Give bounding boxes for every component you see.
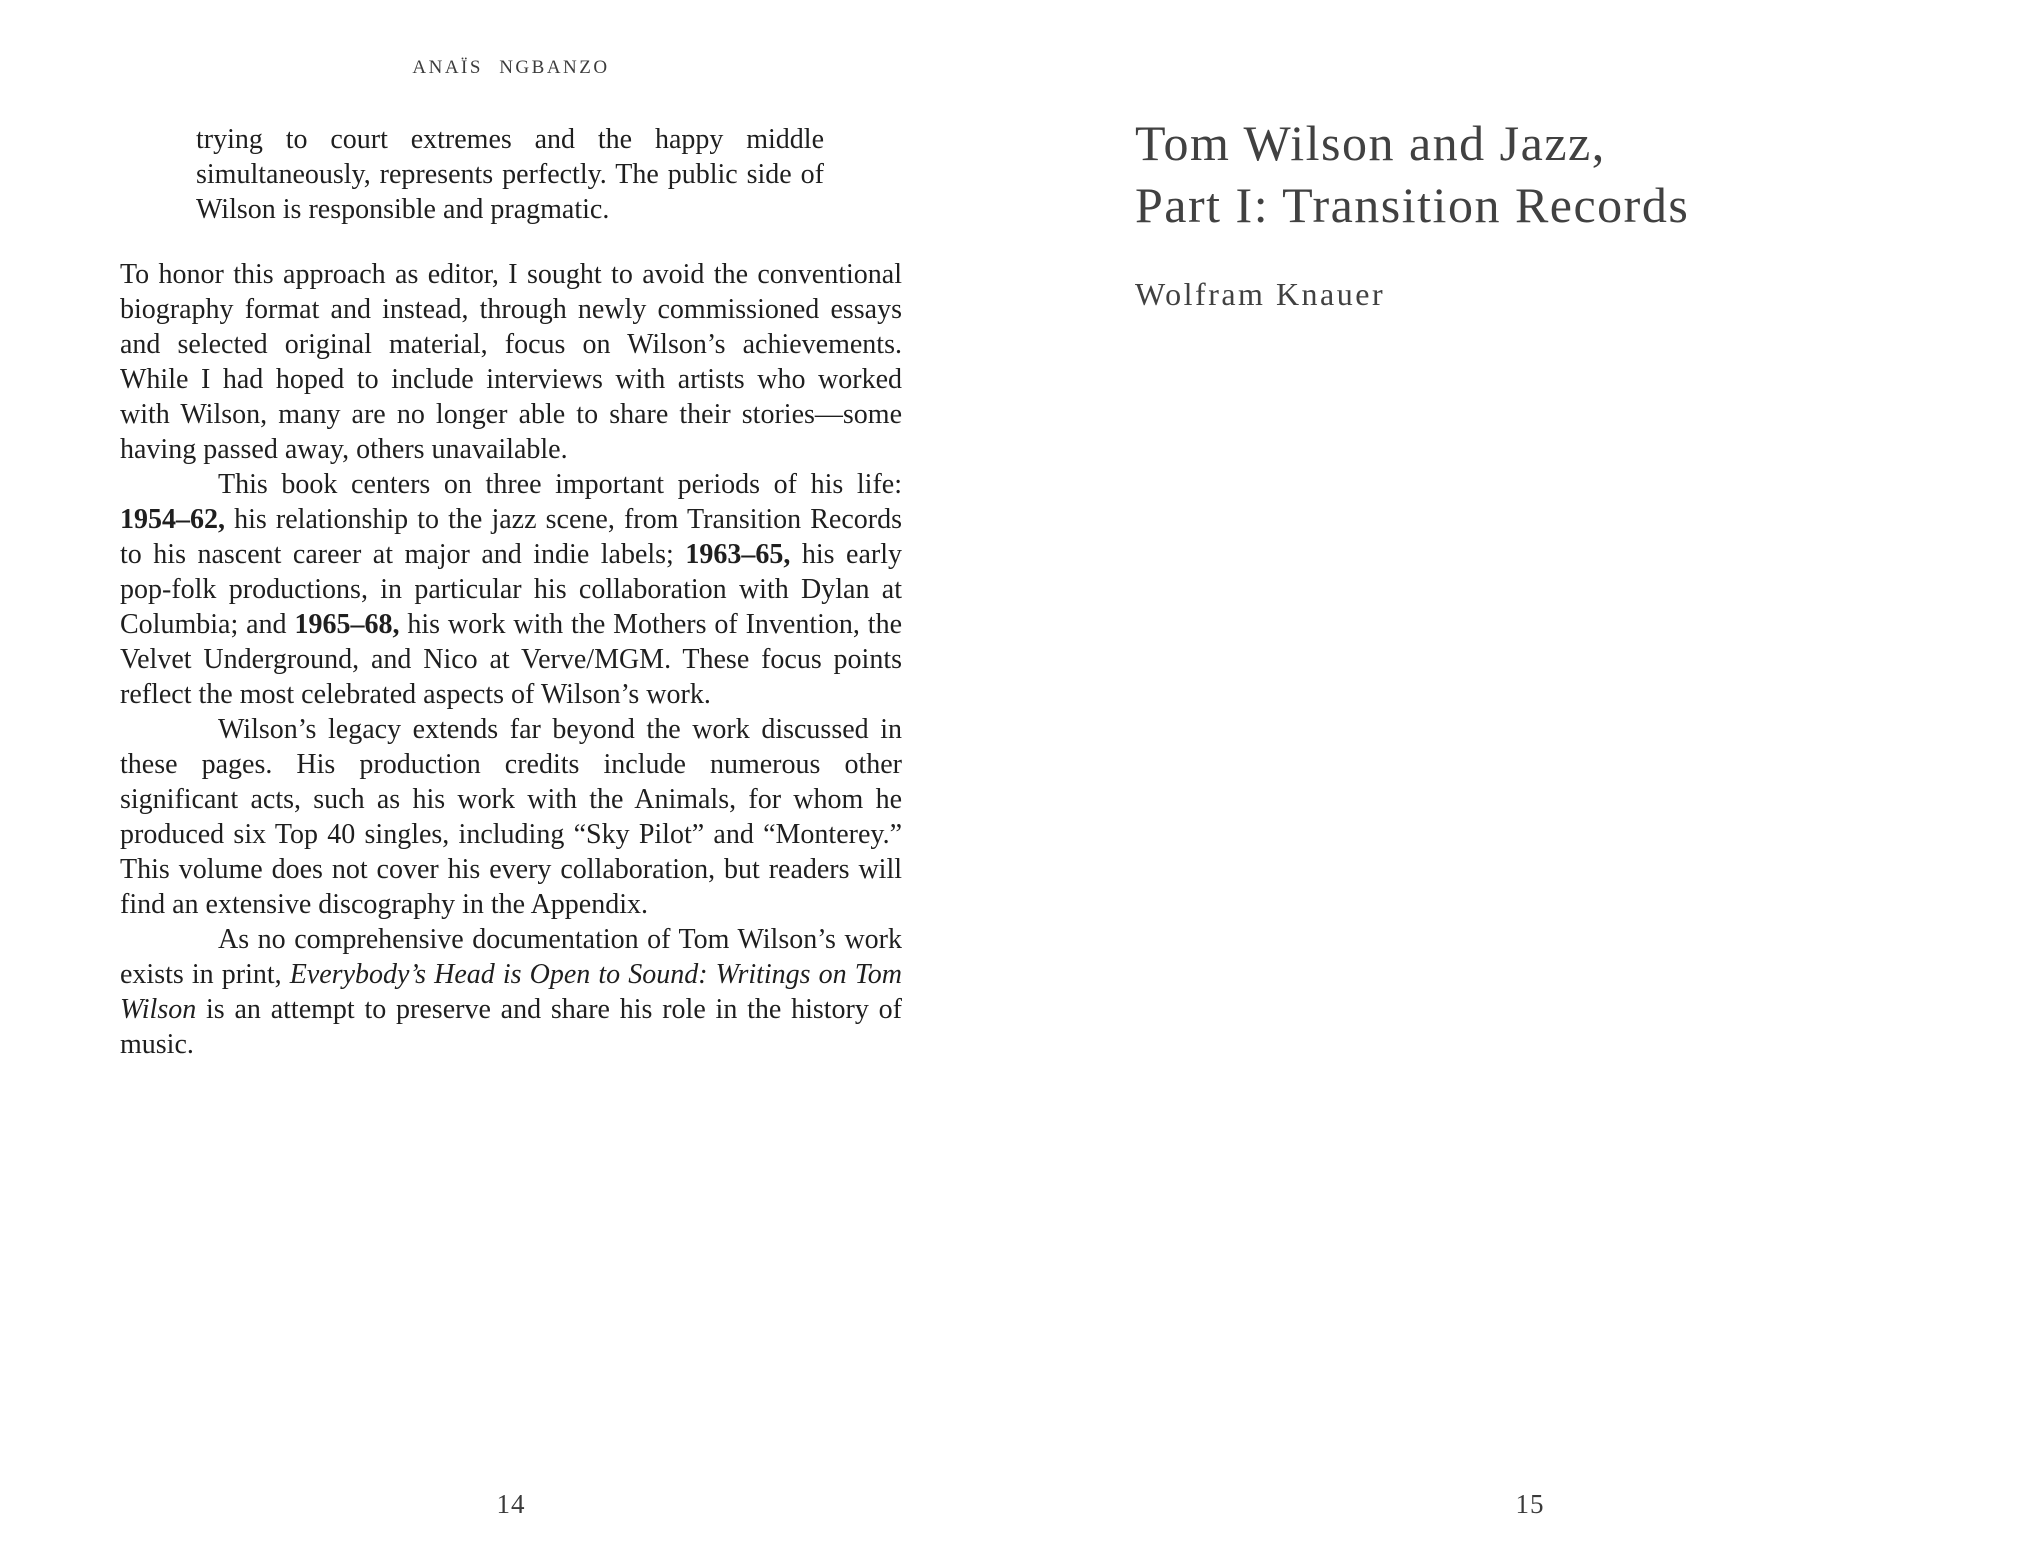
- chapter-title-line-1: Tom Wilson and Jazz,: [1135, 115, 1606, 171]
- page-number-left: 14: [496, 1489, 526, 1519]
- text-segment: 1963–65,: [685, 539, 791, 570]
- paragraph: [120, 922, 902, 1062]
- chapter-title: [1135, 112, 1689, 236]
- paragraph: [120, 257, 902, 467]
- text-segment: Everybody’s Head is Open to Sound: Writings on Tom Wilson: [120, 959, 902, 1025]
- paragraph: [120, 467, 902, 712]
- text-segment: his relationship to the jazz scene, from Transition Records to his nascent career at major and indie labels;: [120, 504, 902, 570]
- running-header: ANAÏS NGBANZO: [412, 57, 610, 78]
- text-segment: his work with the Mothers of Invention, the Velvet Underground, and Nico at Verve/MGM. These focus points reflect the most celebrated aspects of Wilson’s work.: [120, 609, 903, 710]
- text-segment: This book centers on three important periods of his life:: [218, 469, 902, 500]
- chapter-title-line-2: Part I: Transition Records: [1135, 177, 1690, 233]
- text-segment: As no comprehensive documentation of Tom Wilson’s work exists in print,: [120, 924, 902, 990]
- author-name: Wolfram Knauer: [1135, 276, 1386, 312]
- right-page: [1135, 0, 1925, 1559]
- body-paragraphs: [120, 257, 902, 1062]
- text-segment: is an attempt to preserve and share his role in the history of music.: [120, 994, 902, 1060]
- paragraph: [120, 712, 902, 922]
- text-segment: To honor this approach as editor, I sought to avoid the conventional biography format and instead, through newly commissioned essays and selected original material, focus on Wilson’s achievements. While I had hoped to include interviews with artists who worked with Wilson, many are no longer able to share their stories—some having passed away, others unavailable.: [120, 259, 902, 465]
- text-segment: his early pop-folk productions, in particular his collaboration with Dylan at Columbia; and: [120, 539, 903, 640]
- left-page: [120, 0, 902, 1559]
- text-segment: 1965–68,: [294, 609, 400, 640]
- text-segment: Wilson’s legacy extends far beyond the work discussed in these pages. His production credits include numerous other significant acts, such as his work with the Animals, for whom he produced six Top 40 singles, including “Sky Pilot” and “Monterey.” This volume does not cover his every collaboration, but readers will find an extensive discography in the Appendix.: [120, 714, 902, 920]
- block-quote: trying to court extremes and the happy middle simultaneously, represents perfectly. The public side of Wilson is responsible and pragmatic.: [196, 124, 824, 225]
- text-segment: 1954–62,: [120, 504, 225, 535]
- page-number-right: 15: [1515, 1489, 1545, 1519]
